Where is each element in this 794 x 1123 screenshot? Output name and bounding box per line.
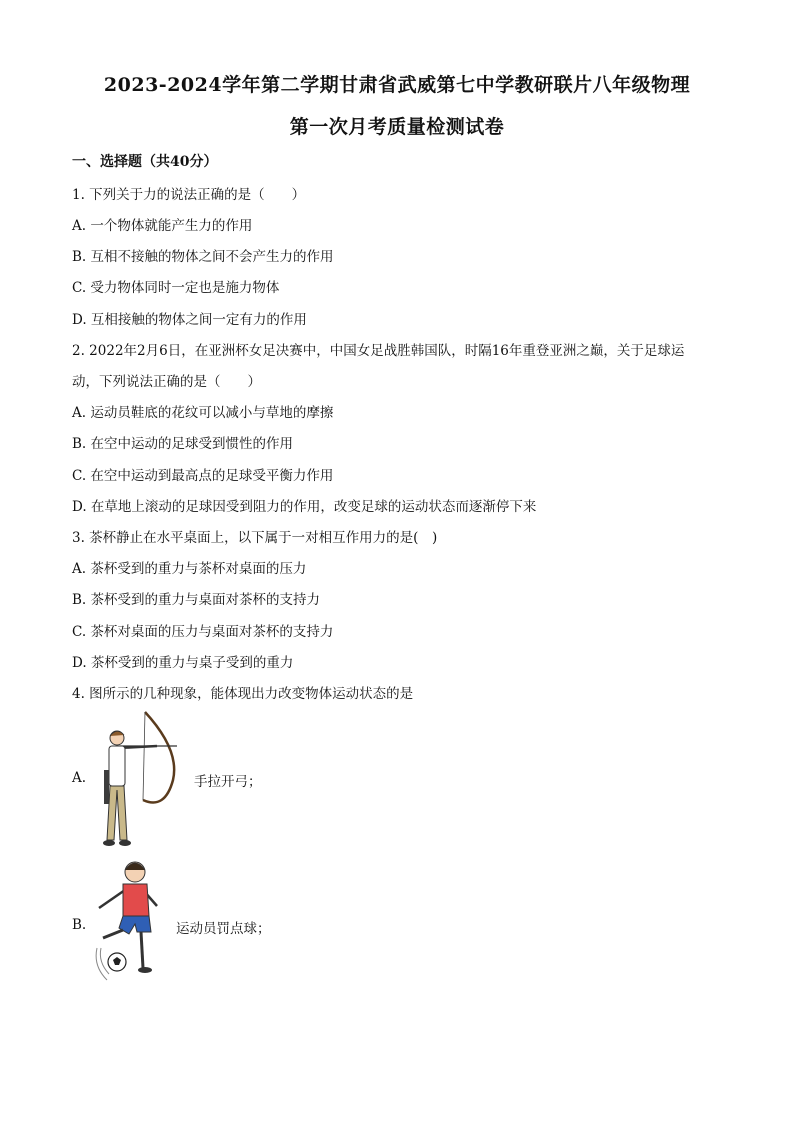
archer-figure-icon: [95, 710, 185, 850]
question-1: 1. 下列关于力的说法正确的是（ ）: [72, 187, 306, 203]
q4-option-a-caption: 手拉开弓；: [194, 774, 262, 790]
section-heading: 一、选择题（共40分）: [72, 154, 218, 170]
q4-option-b-caption: 运动员罚点球；: [176, 921, 271, 937]
q4-option-a-label: A.: [72, 770, 87, 786]
q1-option-a: A. 一个物体就能产生力的作用: [72, 218, 253, 234]
q1-option-b: B. 互相不接触的物体之间不会产生力的作用: [72, 249, 334, 265]
q3-option-c: C. 茶杯对桌面的压力与桌面对茶杯的支持力: [72, 624, 334, 640]
page-title-line-1: 2023-2024学年第二学期甘肃省武威第七中学教研联片八年级物理: [103, 74, 691, 96]
q2-option-a: A. 运动员鞋底的花纹可以减小与草地的摩擦: [72, 405, 334, 421]
q3-option-b: B. 茶杯受到的重力与桌面对茶杯的支持力: [72, 592, 321, 608]
q3-option-d: D. 茶杯受到的重力与桌子受到的重力: [72, 655, 294, 671]
question-2: 2. 2022年2月6日，在亚洲杯女足决赛中，中国女足战胜韩国队，时隔16年重登亚洲之巅，关于足球运: [72, 343, 685, 359]
soccer-player-figure-icon: [93, 858, 163, 988]
q4-option-b-label: B.: [72, 917, 87, 933]
question-3: 3. 茶杯静止在水平桌面上，以下属于一对相互作用力的是( ): [72, 530, 438, 546]
q2-option-b: B. 在空中运动的足球受到惯性的作用: [72, 436, 294, 452]
question-2-cont: 动，下列说法正确的是（ ）: [72, 374, 261, 390]
q3-option-a: A. 茶杯受到的重力与茶杯对桌面的压力: [72, 561, 307, 577]
q1-option-c: C. 受力物体同时一定也是施力物体: [72, 280, 280, 296]
q1-option-d: D. 互相接触的物体之间一定有力的作用: [72, 312, 307, 328]
q2-option-c: C. 在空中运动到最高点的足球受平衡力作用: [72, 468, 334, 484]
question-4: 4. 图所示的几种现象，能体现出力改变物体运动状态的是: [72, 686, 414, 702]
page-title-line-2: 第一次月考质量检测试卷: [289, 116, 505, 138]
q2-option-d: D. 在草地上滚动的足球因受到阻力的作用，改变足球的运动状态而逐渐停下来: [72, 499, 537, 515]
